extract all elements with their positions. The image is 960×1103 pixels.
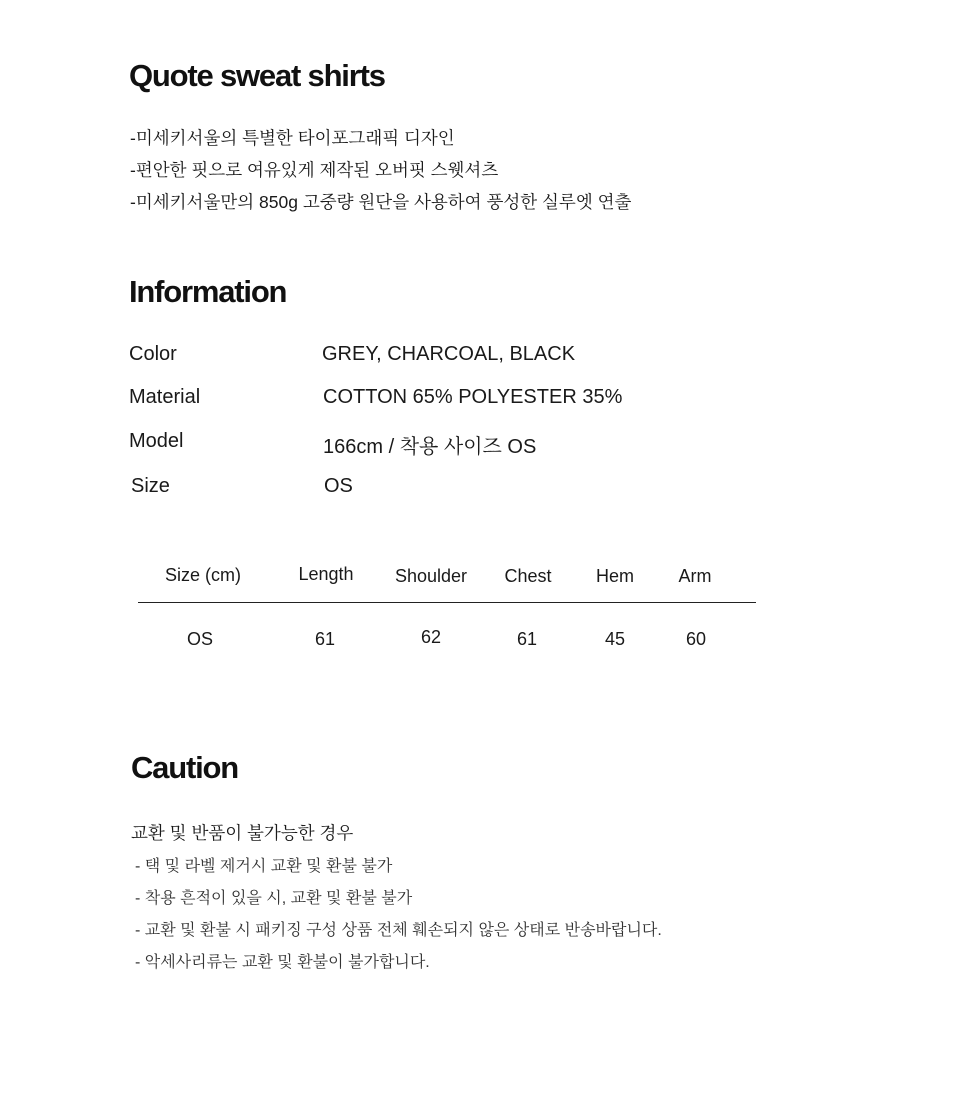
info-label-material: Material: [129, 386, 201, 408]
caution-item-2: - 착용 흔적이 있을 시, 교환 및 환불 불가: [135, 890, 413, 907]
size-table-header-length: Length: [298, 564, 354, 584]
size-table-header-size: Size (cm): [165, 565, 241, 585]
caution-item-3: - 교환 및 환불 시 패키징 구성 상품 전체 훼손되지 않은 상태로 반송바랍니다.: [135, 922, 662, 939]
info-value-material: COTTON 65% POLYESTER 35%: [323, 386, 623, 408]
product-title: Quote sweat shirts: [129, 58, 385, 93]
size-table-cell-size: OS: [186, 629, 213, 649]
info-label-model: Model: [129, 430, 184, 452]
size-table-cell-shoulder: 62: [420, 627, 442, 647]
caution-item-1: - 택 및 라벨 제거시 교환 및 환불 불가: [135, 858, 393, 875]
intro-line-1: -미세키서울의 특별한 타이포그래픽 디자인: [130, 128, 455, 148]
caution-item-4: - 악세사리류는 교환 및 환불이 불가합니다.: [135, 954, 430, 971]
information-title: Information: [129, 274, 287, 309]
size-table-cell-chest: 61: [516, 629, 538, 649]
size-table-cell-arm: 60: [685, 629, 707, 649]
caution-subtitle: 교환 및 반품이 불가능한 경우: [131, 823, 354, 843]
caution-title: Caution: [131, 750, 238, 785]
intro-line-3: -미세키서울만의 850g 고중량 원단을 사용하여 풍성한 실루엣 연출: [130, 192, 632, 212]
size-table-header-arm: Arm: [678, 566, 712, 586]
info-label-color: Color: [129, 343, 177, 365]
size-table-cell-hem: 45: [604, 629, 626, 649]
size-table-header-chest: Chest: [504, 566, 552, 586]
info-value-color: GREY, CHARCOAL, BLACK: [322, 343, 576, 365]
info-label-size: Size: [131, 475, 170, 497]
size-table-header-shoulder: Shoulder: [394, 566, 468, 586]
size-table-header-hem: Hem: [595, 566, 634, 586]
size-table-cell-length: 61: [314, 629, 336, 649]
size-table-divider: [138, 602, 756, 603]
intro-line-2: -편안한 핏으로 여유있게 제작된 오버핏 스웻셔츠: [130, 160, 499, 180]
info-value-size: OS: [324, 475, 353, 497]
info-value-model: 166cm / 착용 사이즈 OS: [323, 436, 537, 458]
